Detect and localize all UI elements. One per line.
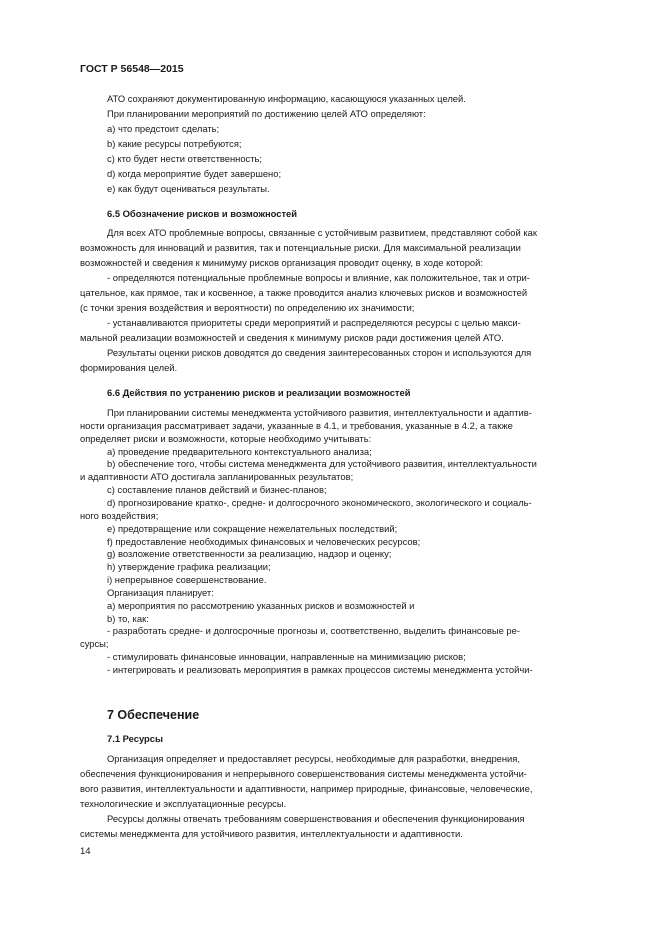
list-item: e) как будут оцениваться результаты. <box>107 183 270 194</box>
paragraph-line: Организация планирует: <box>107 586 214 598</box>
paragraph-line: возможность для инноваций и развития, так и потенциальные риски. Для максимальной реализации <box>80 242 521 253</box>
list-item: i) непрерывное совершенствование. <box>107 574 267 586</box>
list-item: a) что предстоит сделать; <box>107 123 220 134</box>
list-item: f) предоставление необходимых финансовых и человеческих ресурсов; <box>107 535 421 547</box>
list-item: и адаптивности АТО достигала запланированных результатов; <box>80 471 354 483</box>
list-item: c) составление планов действий и бизнес-планов; <box>107 484 327 496</box>
paragraph-line: возможностей и сведения к минимуму рисков организация проводит оценку, в ходе которой: <box>80 257 483 268</box>
list-item: e) предотвращение или сокращение нежелательных последствий; <box>107 522 398 534</box>
paragraph-line: цательное, как прямое, так и косвенное, а также проводится анализ ключевых рисков и возможностей <box>80 287 528 298</box>
paragraph-line: определяет риски и возможности, которые необходимо учитывать: <box>80 432 372 444</box>
paragraph-line: - устанавливаются приоритеты среди мероприятий и распределяются ресурсы с целью макси- <box>107 317 521 328</box>
intro-line: При планировании мероприятий по достижению целей АТО определяют: <box>107 108 426 119</box>
section-title-6-5: 6.5 Обозначение рисков и возможностей <box>107 208 298 219</box>
paragraph-line: Для всех АТО проблемные вопросы, связанные с устойчивым развитием, представляют собой как <box>107 227 537 238</box>
list-item: d) когда мероприятие будет завершено; <box>107 168 282 179</box>
paragraph-line: - определяются потенциальные проблемные вопросы и влияние, как положительное, так и отри- <box>107 272 530 283</box>
paragraph-line: вого развития, интеллектуальности и адаптивности, например природные, финансовые, человеческие, <box>80 783 533 794</box>
paragraph-line: обеспечения функционирования и непрерывного совершенствования системы менеджмента устойчи- <box>80 768 527 779</box>
list-item: h) утверждение графика реализации; <box>107 561 271 573</box>
paragraph-line: Ресурсы должны отвечать требованиям совершенствования и обеспечения функционирования <box>107 813 525 824</box>
list-item: c) кто будет нести ответственность; <box>107 153 263 164</box>
paragraph-line: мальной реализации возможностей и сведения к минимуму рисков ради достижения целей АТО. <box>80 332 504 343</box>
paragraph-line: ности организация рассматривает задачи, указанные в 4.1, и требования, указанные в 4.2, а также <box>80 419 513 431</box>
list-item: b) обеспечение того, чтобы система менеджмента для устойчивого развития, интеллектуальности <box>107 458 537 470</box>
list-item: b) какие ресурсы потребуются; <box>107 138 242 149</box>
list-item: g) возложение ответственности за реализацию, надзор и оценку; <box>107 548 392 560</box>
paragraph-line: Организация определяет и предоставляет ресурсы, необходимые для разработки, внедрения, <box>107 753 520 764</box>
list-item: a) проведение предварительного контекстуального анализа; <box>107 445 372 457</box>
list-item: - интегрировать и реализовать мероприятия в рамках процессов системы менеджмента устойчи- <box>107 664 533 675</box>
list-item: - разработать средне- и долгосрочные прогнозы и, соответственно, выделить финансовые ре- <box>107 625 520 637</box>
intro-line: АТО сохраняют документированную информацию, касающуюся указанных целей. <box>107 93 466 104</box>
document-header: ГОСТ Р 56548—2015 <box>80 63 184 75</box>
paragraph-line: технологические и эксплуатационные ресурсы. <box>80 798 287 809</box>
page-number: 14 <box>80 846 91 857</box>
list-item: сурсы; <box>80 638 109 650</box>
paragraph-line: системы менеджмента для устойчивого развития, интеллектуальности и адаптивности. <box>80 828 463 839</box>
list-item: a) мероприятия по рассмотрению указанных рисков и возможностей и <box>107 599 415 611</box>
list-item: ного воздействия; <box>80 509 159 521</box>
section-title-6-6: 6.6 Действия по устранению рисков и реализации возможностей <box>107 387 411 398</box>
paragraph-line: Результаты оценки рисков доводятся до сведения заинтересованных сторон и используются для <box>107 347 532 358</box>
list-item: - стимулировать финансовые инновации, направленные на минимизацию рисков; <box>107 651 466 663</box>
list-item: d) прогнозирование кратко-, средне- и долгосрочного экономического, экологического и социаль- <box>107 496 532 508</box>
paragraph-line: формирования целей. <box>80 362 178 373</box>
section-title-7-1: 7.1 Ресурсы <box>107 733 163 744</box>
paragraph-line: (с точки зрения воздействия и вероятности) по определению их значимости; <box>80 302 415 313</box>
paragraph-line: При планировании системы менеджмента устойчивого развития, интеллектуальности и адаптив- <box>107 407 532 418</box>
section-title-7: 7 Обеспечение <box>107 708 200 722</box>
list-item: b) то, как: <box>107 612 149 624</box>
